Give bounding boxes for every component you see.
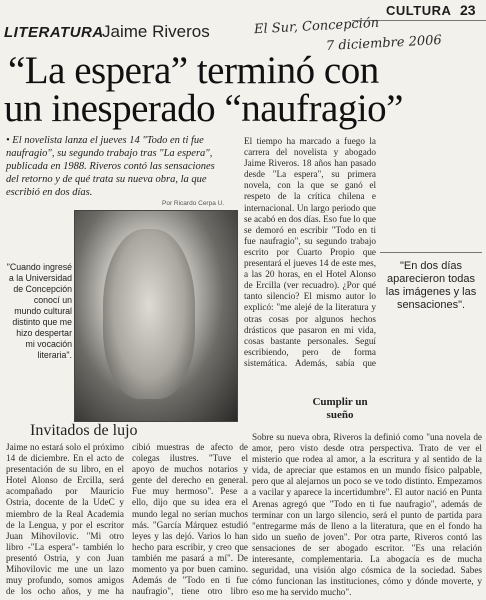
author-photo [74,210,238,422]
article-body-col3: Sobre su nueva obra, Riveros la definió como "una novela de amor, pero visto desde otra perspectiva. Trato de ver el misterio que rodea al amor, a la escritura y al sentido de la vida, de apreciar que estamos en un mundo físico palpable, pero que al alejarnos un poco se ve todo distinto. Empezamos a vacilar y aparece la incertidumbre". El autor nació en Punta Arenas agregó que "Todo en ti fue naufragio", además de terminar con un largo silencio, será el punto de partida para "entregarme más de lleno a la literatura, que en el fondo ha sido un sueño de joven". Por otra parte, Riveros contó las sensaciones de ser abogado escritor. "Es una relación interesante, complementaria. La abogacía es de mucha seguridad, una visión algo cósmica de la sociedad. Sabes cómo funcionan las instituciones, cómo y dónde moverte, y eso me ha servido mucho". [252,432,482,598]
box-title: Invitados de lujo [30,422,138,439]
box-column-2: cibió muestras de afecto de colegas ilustres. "Tuve el apoyo de muchos notarios y gente del derecho en general. Fue muy hermoso". Pese a ello, dijo que su idea era el mundo legal no serían muchos más. "García Márquez estudió leyes y las dejó. Varios lo han hecho para escribir, y creo que también me pasará a mí". De momento ya por buen camino. Además de "Todo en ti fue naufragio", tiene otro libro [132,442,248,597]
lead-paragraph: • El novelista lanza el jueves 14 "Todo en ti fue naufragio", su segundo trabajo tras "La espera", publicada en 1988. Riveros contó las sensaciones del retorno y de qué trata su nueva obra, la que escribió en dos días. [6,135,215,198]
photo-caption: "Cuando ingresé a la Universidad de Concepción conocí un mundo cultural distinto que me hizo despertar mi vocación literaria". [6,262,72,360]
headline-line1: “La espera” terminó con [8,49,379,92]
author-photo-figure [103,229,195,399]
pull-quote-top-rule [380,252,482,253]
box-column-1: Jaime no estará solo el próximo 14 de diciembre. En el acto de presentación de su libro, en el Hotel Alonso de Ercilla, será acompañado por Mauricio Ostria, docente de la UdeC y miembro de la Real Academia de la Lengua, y por el escritor Juan Mihovilovic. "Mi otro libro -"La espera"- también lo presentó Ostria, y con Juan Mihovilovic me une un lazo muy profundo, somos amigos de los ocho años, y me ha [6,442,124,597]
pull-quote: "En dos días aparecieron todas las imágenes y las sensaciones". [385,260,477,311]
pull-quote-box [380,252,482,332]
subhead-cumplir-un-sueno: Cumplir un sueño [312,396,368,421]
handwritten-note-line2: 7 diciembre 2006 [325,32,443,55]
section-tag: LITERATURA [4,24,104,41]
handwritten-note-line1: El Sur, Concepción [253,15,380,38]
headline-line2: un inesperado “naufragio” [4,87,403,130]
article-body-col2: El tiempo ha marcado a fuego la carrera del novelista y abogado Jaime Riveros. 18 años han pasado desde "La espera", su primera novela, con la que se ganó el respeto de la crítica chilena e internacional. Un largo periodo que se acabó en dos días. Eso fue lo que se demoró en escribir "Todo en ti fue naufragio", su segundo trabajo escrito por Cuarto Propio que presentará el jueves 14 de este mes, a las 20 horas, en el Hotel Alonso de Ercilla (ver recuadro). ¿Por qué tanto silencio? El mismo autor lo explicó: "me alejé de la literatura y otras cosas por algunos hechos drásticos que pasaron en mi vida, cosas bastante personales. Seguí escribiendo, pero de forma sistemática. Además, sabía que [244,136,376,368]
page-number: 23 [460,2,476,18]
section-label: CULTURA [386,3,452,18]
byline: Por Ricardo Cerpa U. [162,200,225,207]
author-name: Jaime Riveros [102,22,210,41]
